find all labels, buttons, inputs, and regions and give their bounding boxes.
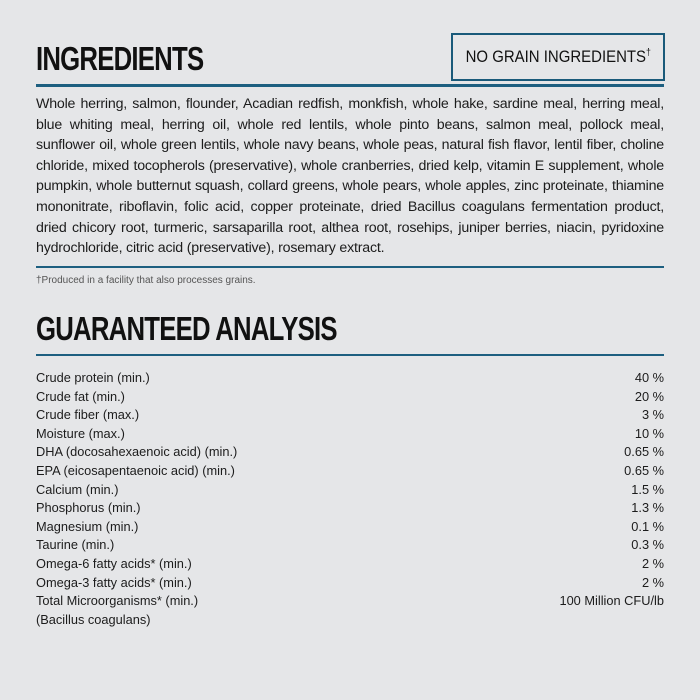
analysis-value: 10 % — [634, 425, 664, 441]
ingredients-divider — [36, 84, 664, 87]
analysis-row-note: (Bacillus coagulans) — [36, 611, 151, 627]
ingredients-bottom-divider — [36, 266, 664, 268]
analysis-value: 3 % — [641, 407, 664, 423]
no-grain-badge — [451, 33, 665, 81]
badge-mark: † — [645, 47, 651, 59]
analysis-value: 0.65 % — [624, 462, 664, 478]
analysis-value: 1.5 % — [631, 481, 664, 497]
analysis-row — [36, 574, 664, 593]
analysis-heading: GUARANTEED ANALYSIS — [36, 310, 337, 347]
analysis-label: Phosphorus (min.) — [36, 500, 141, 516]
analysis-row — [36, 518, 664, 537]
analysis-label: Magnesium (min.) — [36, 518, 139, 534]
analysis-value: 20 % — [634, 388, 664, 404]
badge-label: NO GRAIN INGREDIENTS — [465, 47, 646, 66]
analysis-label: Calcium (min.) — [36, 481, 119, 497]
analysis-value: 100 Million CFU/lb — [559, 593, 664, 609]
analysis-row — [36, 388, 664, 407]
analysis-value: 40 % — [634, 370, 664, 385]
analysis-value: 0.3 % — [631, 537, 664, 553]
analysis-label: Total Microorganisms* (min.) — [36, 593, 199, 609]
ingredients-list: Whole herring, salmon, flounder, Acadian redfish, monkfish, whole hake, sardine meal, herring meal, blue whiting meal, herring oil, whole red lentils, whole pinto beans, salmon meal, pollock meal, sunflower oil, whole green lentils, whole navy beans, whole peas, natural fish flavor, lentil fiber, choline chloride, mixed tocopherols (preservative), whole cranberries, dried kelp, vitamin E supplement, whole pumpkin, whole butternut squash, collard greens, whole pears, whole apples, zinc proteinate, thiamine mononitrate, riboflavin, folic acid, copper proteinate, dried Bacillus coagulans fermentation product, dried chicory root, turmeric, sarsaparilla root, althea root, rosehips, juniper berries, niacin, pyridoxine hydrochloride, citric acid (preservative), rosemary extract. — [36, 96, 664, 257]
analysis-row — [36, 443, 664, 462]
analysis-divider — [36, 354, 664, 356]
analysis-value: 2 % — [641, 555, 664, 571]
analysis-value: 2 % — [641, 574, 664, 590]
analysis-row — [36, 536, 664, 555]
analysis-row — [36, 425, 664, 444]
analysis-label: Crude fat (min.) — [36, 388, 125, 404]
analysis-label: Omega-6 fatty acids* (min.) — [36, 555, 192, 571]
analysis-label: Omega-3 fatty acids* (min.) — [36, 574, 192, 590]
analysis-row — [36, 499, 664, 518]
analysis-label: Taurine (min.) — [36, 537, 115, 553]
analysis-row — [36, 406, 664, 425]
analysis-row — [36, 462, 664, 481]
analysis-value: 1.3 % — [631, 500, 664, 516]
analysis-row — [36, 369, 664, 388]
analysis-row — [36, 592, 664, 611]
analysis-table — [36, 369, 664, 629]
analysis-label: Crude fiber (max.) — [36, 407, 140, 423]
analysis-label: Crude protein (min.) — [36, 370, 150, 385]
badge-text — [465, 47, 650, 67]
ingredients-heading: INGREDIENTS — [36, 40, 204, 77]
grain-footnote: †Produced in a facility that also processes grains. — [36, 275, 256, 286]
analysis-label: Moisture (max.) — [36, 425, 125, 441]
analysis-row — [36, 555, 664, 574]
analysis-label: EPA (eicosapentaenoic acid) (min.) — [36, 462, 235, 478]
analysis-row — [36, 481, 664, 500]
analysis-label: DHA (docosahexaenoic acid) (min.) — [36, 444, 238, 460]
analysis-value: 0.65 % — [624, 444, 664, 460]
analysis-value: 0.1 % — [631, 518, 664, 534]
